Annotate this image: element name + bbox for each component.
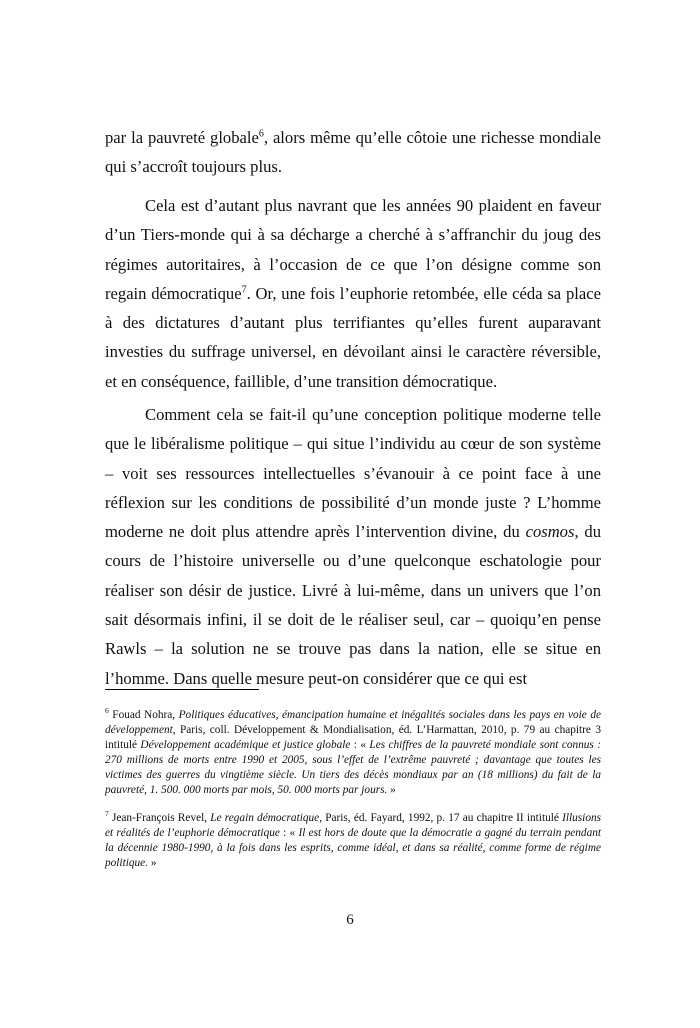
footnote-7-quote: Il est hors de doute que la démocratie a gagné du terrain pendant la décennie 1980-1990, à la fois dans les esprits, comme idéal, et dans sa réalité, comme forme de régime politique. (105, 827, 602, 869)
footnote-separator (105, 689, 259, 690)
paragraph-1-text-a: par la pauvreté globale (105, 128, 259, 147)
footnote-6 (105, 708, 601, 798)
paragraph-3-text-a: Comment cela se fait-il qu’une conception politique moderne telle que le libéralisme politique – qui situe l’individu au cœur de son système – voit ses ressources intellectuelles s’évanouir à ce point face à une réflexion sur les conditions de possibilité d’un monde juste ? L’homme moderne ne doit plus attendre après l’intervention divine, du (105, 405, 601, 542)
footnote-7-separator: : « (279, 827, 299, 839)
footnote-6-close: » (387, 784, 396, 796)
footnote-7-publication: , Paris, éd. Fayard, 1992, p. 17 au chapitre II intitulé (319, 812, 563, 824)
paragraph-2 (105, 191, 601, 396)
footnote-6-author: Fouad Nohra, (108, 709, 179, 721)
footnote-6-number: 6 (105, 706, 109, 716)
paragraph-3 (105, 400, 601, 693)
footnote-ref-7[interactable]: 7 (241, 284, 247, 296)
footnote-7-close: » (148, 857, 157, 869)
footnote-6-quote: Les chiffres de la pauvreté mondiale sont connus : 270 millions de morts entre 1990 et 2005, sous l’effet de l’extrême pauvreté ; davantage que toutes les victimes des guerres du vingtième siècle. Un tiers des décès mondiaux par an (18 millions) du fait de la pauvreté, 1. 500. 000 morts par mois, 50. 000 morts par jours. (105, 739, 601, 796)
footnote-6-publication: , Paris, coll. Développement & Mondialisation, éd. L’Harmattan, 2010, p. 79 au chapitre 3 intitulé (105, 724, 601, 751)
footnote-6-chapter: Développement académique et justice globale (140, 739, 351, 751)
footnote-6-separator: : « (350, 739, 370, 751)
footnote-6-title: Politiques éducatives, émancipation humaine et inégalités sociales dans les pays en voie de développement (105, 709, 601, 736)
paragraph-1-text-b: , alors même qu’elle côtoie une richesse mondiale qui s’accroît toujours plus. (105, 128, 601, 177)
page-number: 6 (346, 912, 354, 928)
footnote-7-number: 7 (105, 809, 109, 819)
footnote-7 (105, 811, 601, 871)
footnote-7-chapter: Illusions et réalités de l’euphorie démocratique (105, 812, 602, 839)
paragraph-2-text-a: Cela est d’autant plus navrant que les années 90 plaident en faveur d’un Tiers-monde qui à sa décharge a cherché à s’affranchir du joug des régimes autoritaires, à l’occasion de ce que l’on désigne comme son regain démocratique (105, 196, 601, 303)
paragraph-1 (105, 123, 601, 182)
footnote-7-author: Jean-François Revel, (108, 812, 211, 824)
footnote-ref-6[interactable]: 6 (258, 128, 264, 140)
paragraph-2-text-b: . Or, une fois l’euphorie retombée, elle céda sa place à des dictatures d’autant plus terrifiantes qu’elles furent auparavant investies du suffrage universel, en dévoilant ainsi le caractère réversible, et en conséquence, faillible, d’une transition démocratique. (105, 283, 601, 391)
paragraph-3-emphasis: cosmos (525, 522, 575, 542)
footnote-7-title: Le regain démocratique (210, 812, 320, 824)
paragraph-3-text-b: , du cours de l’histoire universelle ou d’une quelconque eschatologie pour réaliser son désir de justice. Livré à lui-même, dans un univers que l’on sait désormais infini, il se doit de le réaliser seul, car – quoiqu’en pense Rawls – la solution ne se trouve pas dans la nation, elle se situe en l’homme. Dans quelle mesure peut-on considérer que ce qui est (105, 522, 602, 688)
